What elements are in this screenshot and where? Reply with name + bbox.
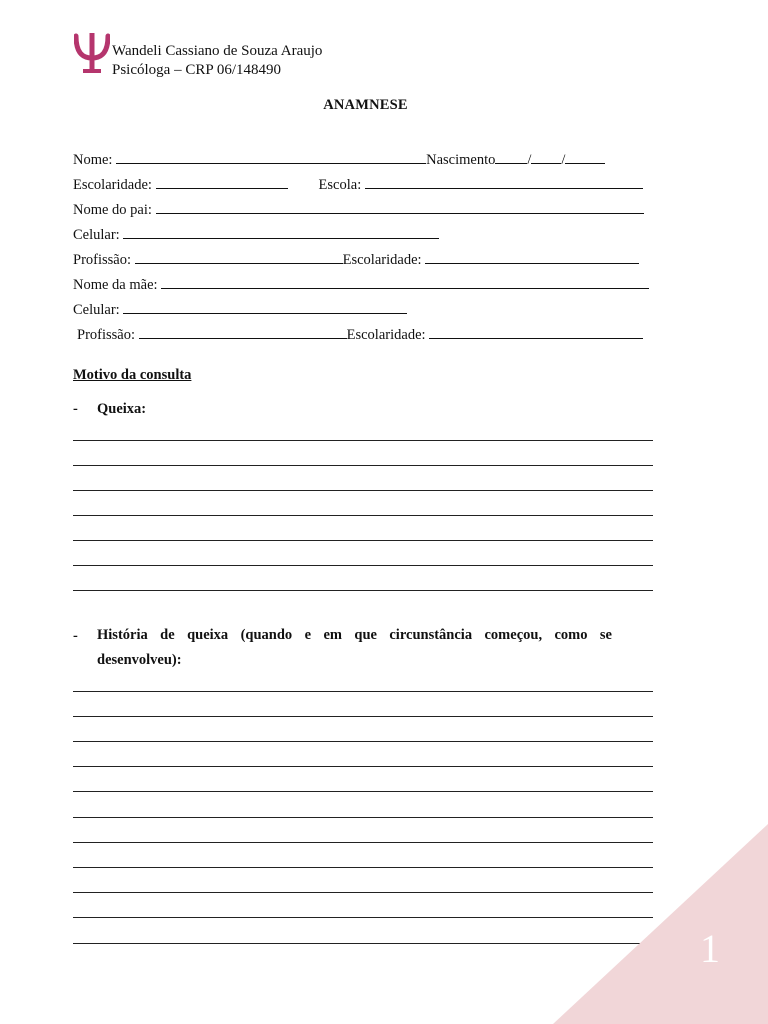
field-escolaridade-pai[interactable] bbox=[425, 249, 639, 264]
row-celular-mae bbox=[73, 299, 407, 319]
label-escolaridade-pai: Escolaridade: bbox=[342, 252, 422, 268]
label-nome: Nome: bbox=[73, 152, 113, 168]
bullet-dash-queixa: - bbox=[73, 401, 78, 417]
field-celular-pai[interactable] bbox=[123, 224, 439, 239]
field-nome-pai[interactable] bbox=[156, 199, 644, 214]
label-historia-line1: História de queixa (quando e em que circunstância começou, como se bbox=[97, 627, 612, 643]
field-escolaridade[interactable] bbox=[156, 174, 288, 189]
write-line[interactable] bbox=[73, 817, 653, 818]
write-line[interactable] bbox=[73, 440, 653, 441]
label-historia-line2: desenvolveu): bbox=[97, 652, 182, 668]
field-nasc-mes[interactable] bbox=[531, 149, 561, 164]
field-nome-mae[interactable] bbox=[161, 274, 649, 289]
section-motivo-consulta: Motivo da consulta bbox=[73, 367, 192, 383]
field-nasc-ano[interactable] bbox=[565, 149, 605, 164]
field-nome[interactable] bbox=[116, 149, 426, 164]
label-profissao-mae: Profissão: bbox=[77, 327, 135, 343]
row-nome-mae bbox=[73, 274, 649, 294]
label-nome-mae: Nome da mãe: bbox=[73, 277, 158, 293]
write-line[interactable] bbox=[73, 490, 653, 491]
label-profissao-pai: Profissão: bbox=[73, 252, 131, 268]
label-queixa: Queixa: bbox=[97, 401, 147, 417]
write-line[interactable] bbox=[73, 766, 653, 767]
write-line[interactable] bbox=[73, 540, 653, 541]
row-escolaridade bbox=[73, 174, 643, 194]
label-escola: Escola: bbox=[318, 177, 362, 193]
row-profissao-mae bbox=[77, 324, 643, 344]
write-line[interactable] bbox=[73, 590, 653, 591]
bullet-dash-historia: - bbox=[73, 628, 78, 644]
write-line[interactable] bbox=[73, 791, 653, 792]
write-line[interactable] bbox=[73, 465, 653, 466]
label-celular-mae: Celular: bbox=[73, 302, 120, 318]
write-line[interactable] bbox=[73, 716, 653, 717]
field-escola[interactable] bbox=[365, 174, 643, 189]
row-nome-pai bbox=[73, 199, 644, 219]
write-line[interactable] bbox=[73, 515, 653, 516]
corner-decoration bbox=[553, 824, 768, 1024]
label-nome-pai: Nome do pai: bbox=[73, 202, 152, 218]
date-sep-2: / bbox=[561, 152, 566, 168]
label-nascimento: Nascimento bbox=[426, 152, 496, 168]
label-escolaridade: Escolaridade: bbox=[73, 177, 152, 193]
row-profissao-pai bbox=[73, 249, 639, 269]
page-number: 1 bbox=[700, 926, 720, 971]
label-escolaridade-mae: Escolaridade: bbox=[346, 327, 426, 343]
field-nasc-dia[interactable] bbox=[495, 149, 527, 164]
write-line[interactable] bbox=[73, 565, 653, 566]
date-sep-1: / bbox=[527, 152, 532, 168]
psychologist-name: Wandeli Cassiano de Souza Araujo bbox=[112, 43, 323, 59]
write-line[interactable] bbox=[73, 741, 653, 742]
row-nome bbox=[73, 149, 605, 169]
psychologist-crp: Psicóloga – CRP 06/148490 bbox=[112, 62, 282, 78]
page-title: ANAMNESE bbox=[323, 97, 408, 113]
psi-logo-icon bbox=[74, 30, 110, 78]
field-profissao-pai[interactable] bbox=[135, 249, 343, 264]
field-profissao-mae[interactable] bbox=[139, 324, 347, 339]
write-line[interactable] bbox=[73, 691, 653, 692]
row-celular-pai bbox=[73, 224, 439, 244]
field-celular-mae[interactable] bbox=[123, 299, 407, 314]
label-celular-pai: Celular: bbox=[73, 227, 120, 243]
field-escolaridade-mae[interactable] bbox=[429, 324, 643, 339]
